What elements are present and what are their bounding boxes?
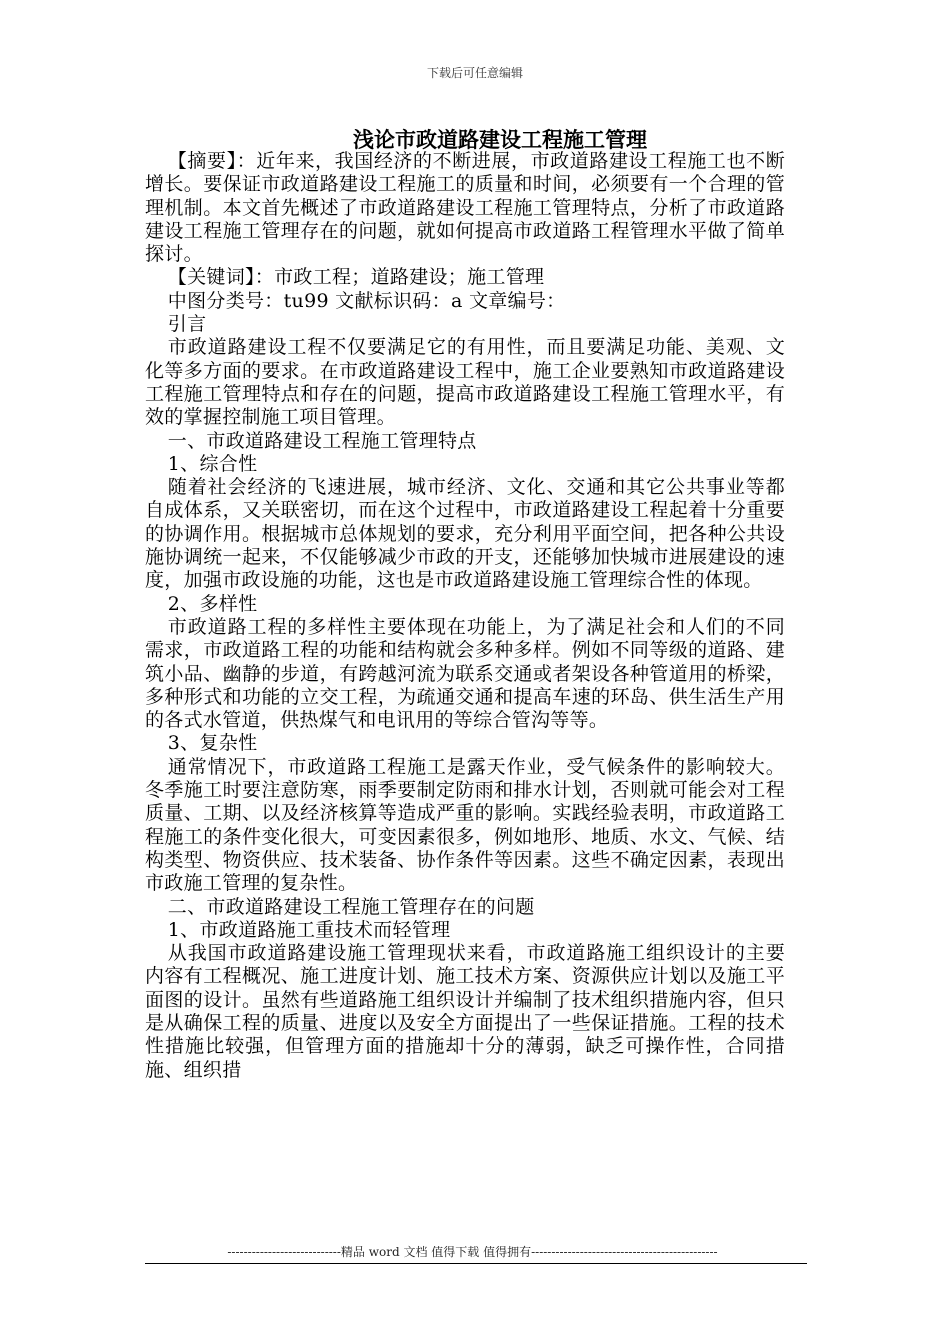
keywords-paragraph: 【关键词】：市政工程；道路建设；施工管理 — [167, 266, 545, 289]
subsection-heading: 3、复杂性 — [167, 732, 258, 755]
abstract-paragraph: 【摘要】：近年来，我国经济的不断进展，市政道路建设工程施工也不断增长。要保证市政道路建设工程施工的质量和时间，必须要有一个合理的管理机制。本文首先概述了市政道路建设工程施工管理特点，分析了市政道路建设工程施工管理存在的问题，就如何提高市政道路工程管理水平做了简单探讨。 — [145, 150, 785, 266]
subsection-heading: 2、多样性 — [167, 592, 258, 615]
subsection-heading: 1、市政道路施工重技术而轻管理 — [167, 918, 451, 941]
section-heading-intro: 引言 — [167, 313, 207, 336]
subsection-heading: 1、综合性 — [167, 452, 258, 475]
body-paragraph: 通常情况下，市政道路工程施工是露天作业，受气候条件的影响较大。冬季施工时要注意防寒，雨季要制定防雨和排水计划，否则就可能会对工程质量、工期、以及经济核算等造成严重的影响。实践经验表明，市政道路工程施工的条件变化很大，可变因素很多，例如地形、地质、水文、气候、结构类型、物资供应、技术装备、协作条件等因素。这些不确定因素，表现出市政施工管理的复杂性。 — [145, 755, 785, 895]
document-body — [145, 150, 785, 1082]
document-title: 浅论市政道路建设工程施工管理 — [353, 127, 647, 152]
header-note: 下载后可任意编辑 — [426, 66, 523, 80]
footer-text: ----------------------------精品 word 文档 值得下载 值得拥有---------------------------------------------- — [227, 1245, 718, 1259]
body-paragraph: 市政道路工程的多样性主要体现在功能上，为了满足社会和人们的不同需求，市政道路工程的功能和结构就会多种多样。例如不同等级的道路、建筑小品、幽静的步道，有跨越河流为联系交通或者架设各种管道用的桥梁，多种形式和功能的立交工程，为疏通交通和提高车速的环岛、供生活生产用的各式水管道，供热煤气和电讯用的等综合管沟等等。 — [145, 615, 785, 732]
body-paragraph: 从我国市政道路建设施工管理现状来看，市政道路施工组织设计的主要内容有工程概况、施工进度计划、施工技术方案、资源供应计划以及施工平面图的设计。虽然有些道路施工组织设计并编制了技术组织措施内容，但只是从确保工程的质量、进度以及安全方面提出了一些保证措施。工程的技术性措施比较强，但管理方面的措施却十分的薄弱，缺乏可操作性，合同措施、组织措 — [145, 942, 785, 1081]
body-paragraph: 市政道路建设工程不仅要满足它的有用性，而且要满足功能、美观、文化等多方面的要求。在市政道路建设工程中，施工企业要熟知市政道路建设工程施工管理特点和存在的问题，提高市政道路建设工程施工管理水平，有效的掌握控制施工项目管理。 — [145, 336, 785, 429]
footer-divider — [145, 1263, 807, 1264]
body-paragraph: 随着社会经济的飞速进展，城市经济、文化、交通和其它公共事业等都自成体系，又关联密切，而在这个过程中，市政道路建设工程起着十分重要的协调作用。根据城市总体规划的要求，充分利用平面空间，把各种公共设施协调统一起来，不仅能够减少市政的开支，还能够加快城市进展建设的速度，加强市政设施的功能，这也是市政道路建设施工管理综合性的体现。 — [145, 476, 785, 592]
section-heading: 二、市政道路建设工程施工管理存在的问题 — [167, 895, 535, 918]
section-heading: 一、市政道路建设工程施工管理特点 — [167, 429, 477, 452]
classification-paragraph: 中图分类号：tu99 文献标识码：a 文章编号： — [167, 289, 566, 312]
